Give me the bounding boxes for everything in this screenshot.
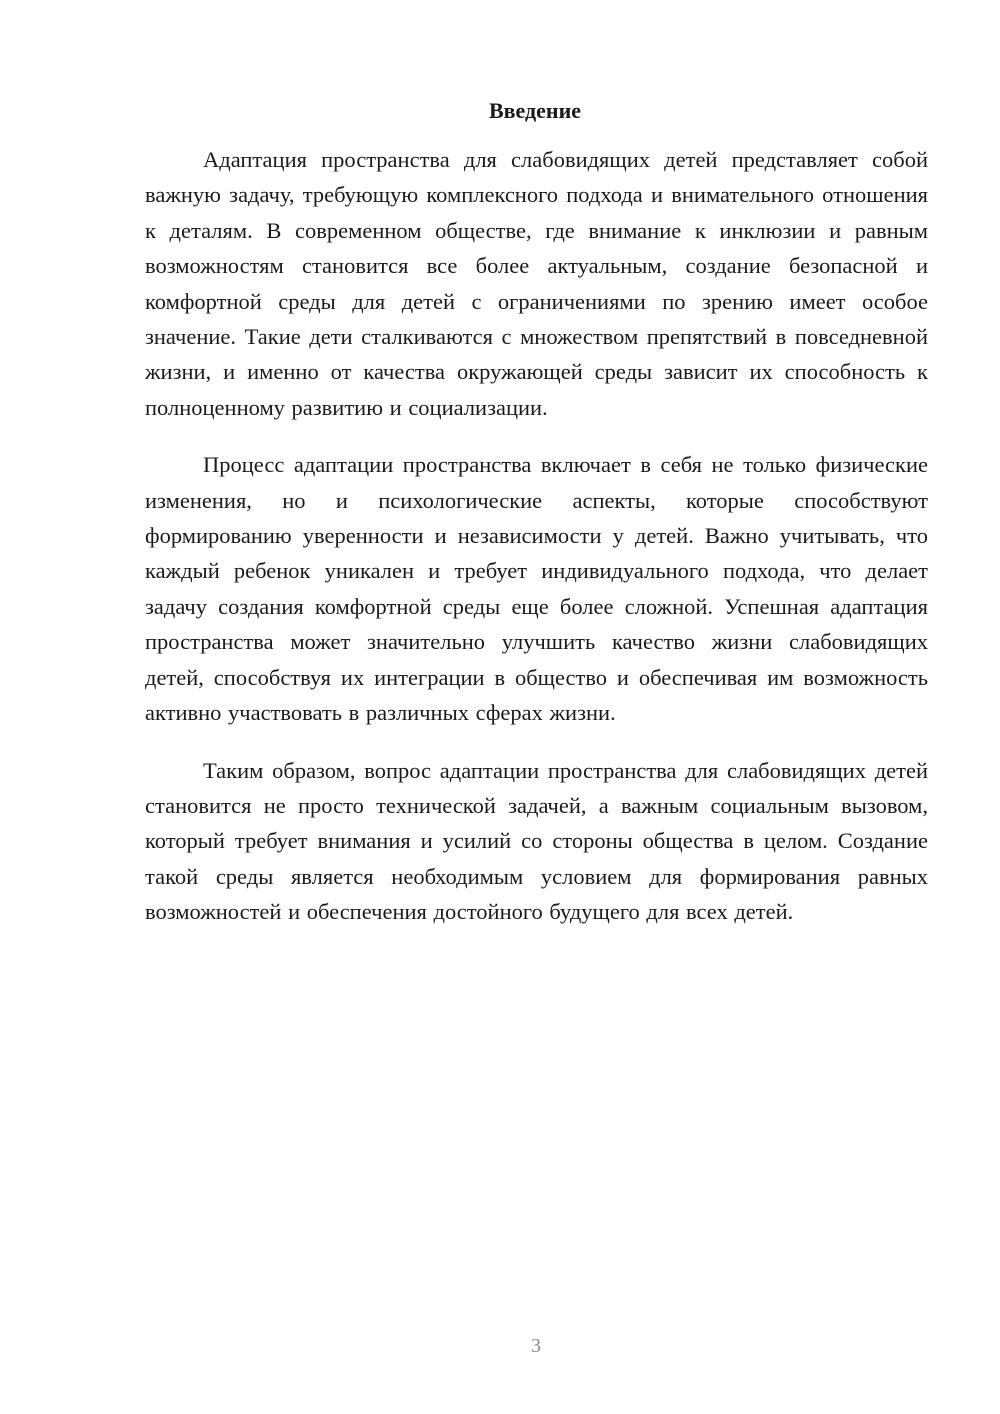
- page-number: 3: [531, 1335, 541, 1357]
- paragraph-3: Таким образом, вопрос адаптации пространства для слабовидящих детей становится не просто технической задачей, а важным социальным вызовом, который требует внимания и усилий со стороны общества в целом. Создание такой среды является необходимым условием для формирования равных возможностей и обеспечения достойного будущего для всех детей.: [145, 757, 928, 925]
- page-title: Введение: [488, 98, 582, 123]
- paragraph-1: Адаптация пространства для слабовидящих детей представляет собой важную задачу, требующую комплексного подхода и внимательного отношения к деталям. В современном обществе, где внимание к инклюзии и равным возможностям становится все более актуальным, создание безопасной и комфортной среды для детей с ограничениями по зрению имеет особое значение. Такие дети сталкиваются с множеством препятствий в повседневной жизни, и именно от качества окружающей среды зависит их способность к полноценному развитию и социализации.: [145, 147, 928, 420]
- paragraph-2: Процесс адаптации пространства включает в себя не только физические изменения, но и психологические аспекты, которые способствуют формированию уверенности и независимости у детей. Важно учитывать, что каждый ребенок уникален и требует индивидуального подхода, что делает задачу создания комфортной среды еще более сложной. Успешная адаптация пространства может значительно улучшить качество жизни слабовидящих детей, способствуя их интеграции в общество и обеспечивая им возможность активно участвовать в различных сферах жизни.: [145, 452, 928, 726]
- document-body: [145, 142, 928, 952]
